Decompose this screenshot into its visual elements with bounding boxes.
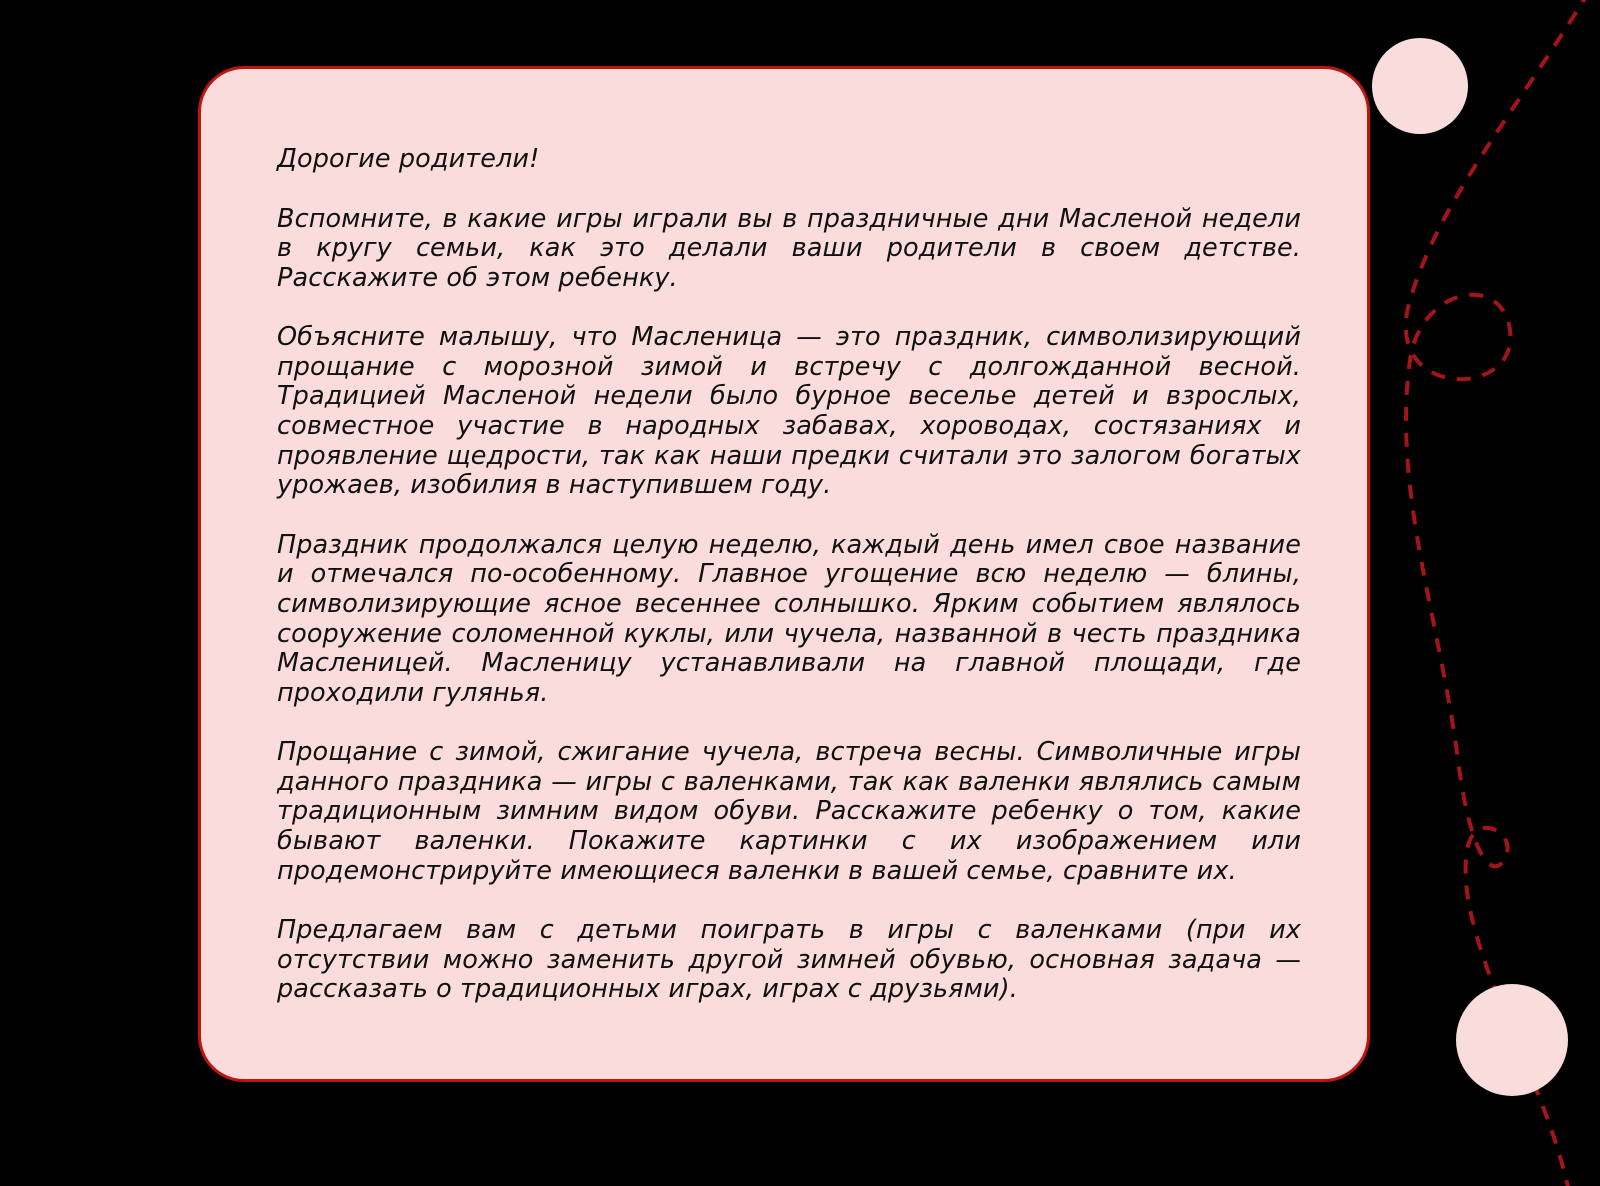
card-body (277, 145, 1301, 1005)
decorative-circle-top (1372, 38, 1468, 134)
salutation: Дорогие родители! (277, 144, 540, 174)
paragraph-1: Вспомните, в какие игры играли вы в праздничные дни Масленой недели в кругу семьи, как это делали ваши родители в своем детстве. Расскажите об этом ребенку. (277, 203, 1301, 293)
paragraph-5: Предлагаем вам с детьми поиграть в игры с валенками (при их отсутствии можно заменить другой зимней обувью, основная задача — рассказать о традиционных играх, играх с друзьями). (277, 915, 1301, 1005)
paragraph-2: Объясните малышу, что Масленица — это праздник, символизирующий прощание с морозной зимой и встречу с долгожданной весной. Традицией Масленой недели было бурное веселье детей и взрослых, совместное участие в народных забавах, хороводах, состязаниях и проявление щедрости, так как наши предки считали это залогом богатых урожаев, изобилия в наступившем году. (277, 322, 1301, 501)
decorative-circle-bottom (1456, 984, 1568, 1096)
paragraph-4: Прощание с зимой, сжигание чучела, встреча весны. Символичные игры данного праздника — игры с валенками, так как валенки являлись самым традиционным зимним видом обуви. Расскажите ребенку о том, какие бывают валенки. Покажите картинки с их изображением или продемонстрируйте имеющиеся валенки в вашей семье, сравните их. (277, 737, 1301, 886)
paragraph-3: Праздник продолжался целую неделю, каждый день имел свое название и отмечался по-особенному. Главное угощение всю неделю — блины, символизирующие ясное весеннее солнышко. Ярким событием являлось сооружение соломенной куклы, или чучела, названной в честь праздника Масленицей. Масленицу устанавливали на главной площади, где проходили гулянья. (277, 529, 1301, 708)
text-card (198, 66, 1370, 1082)
